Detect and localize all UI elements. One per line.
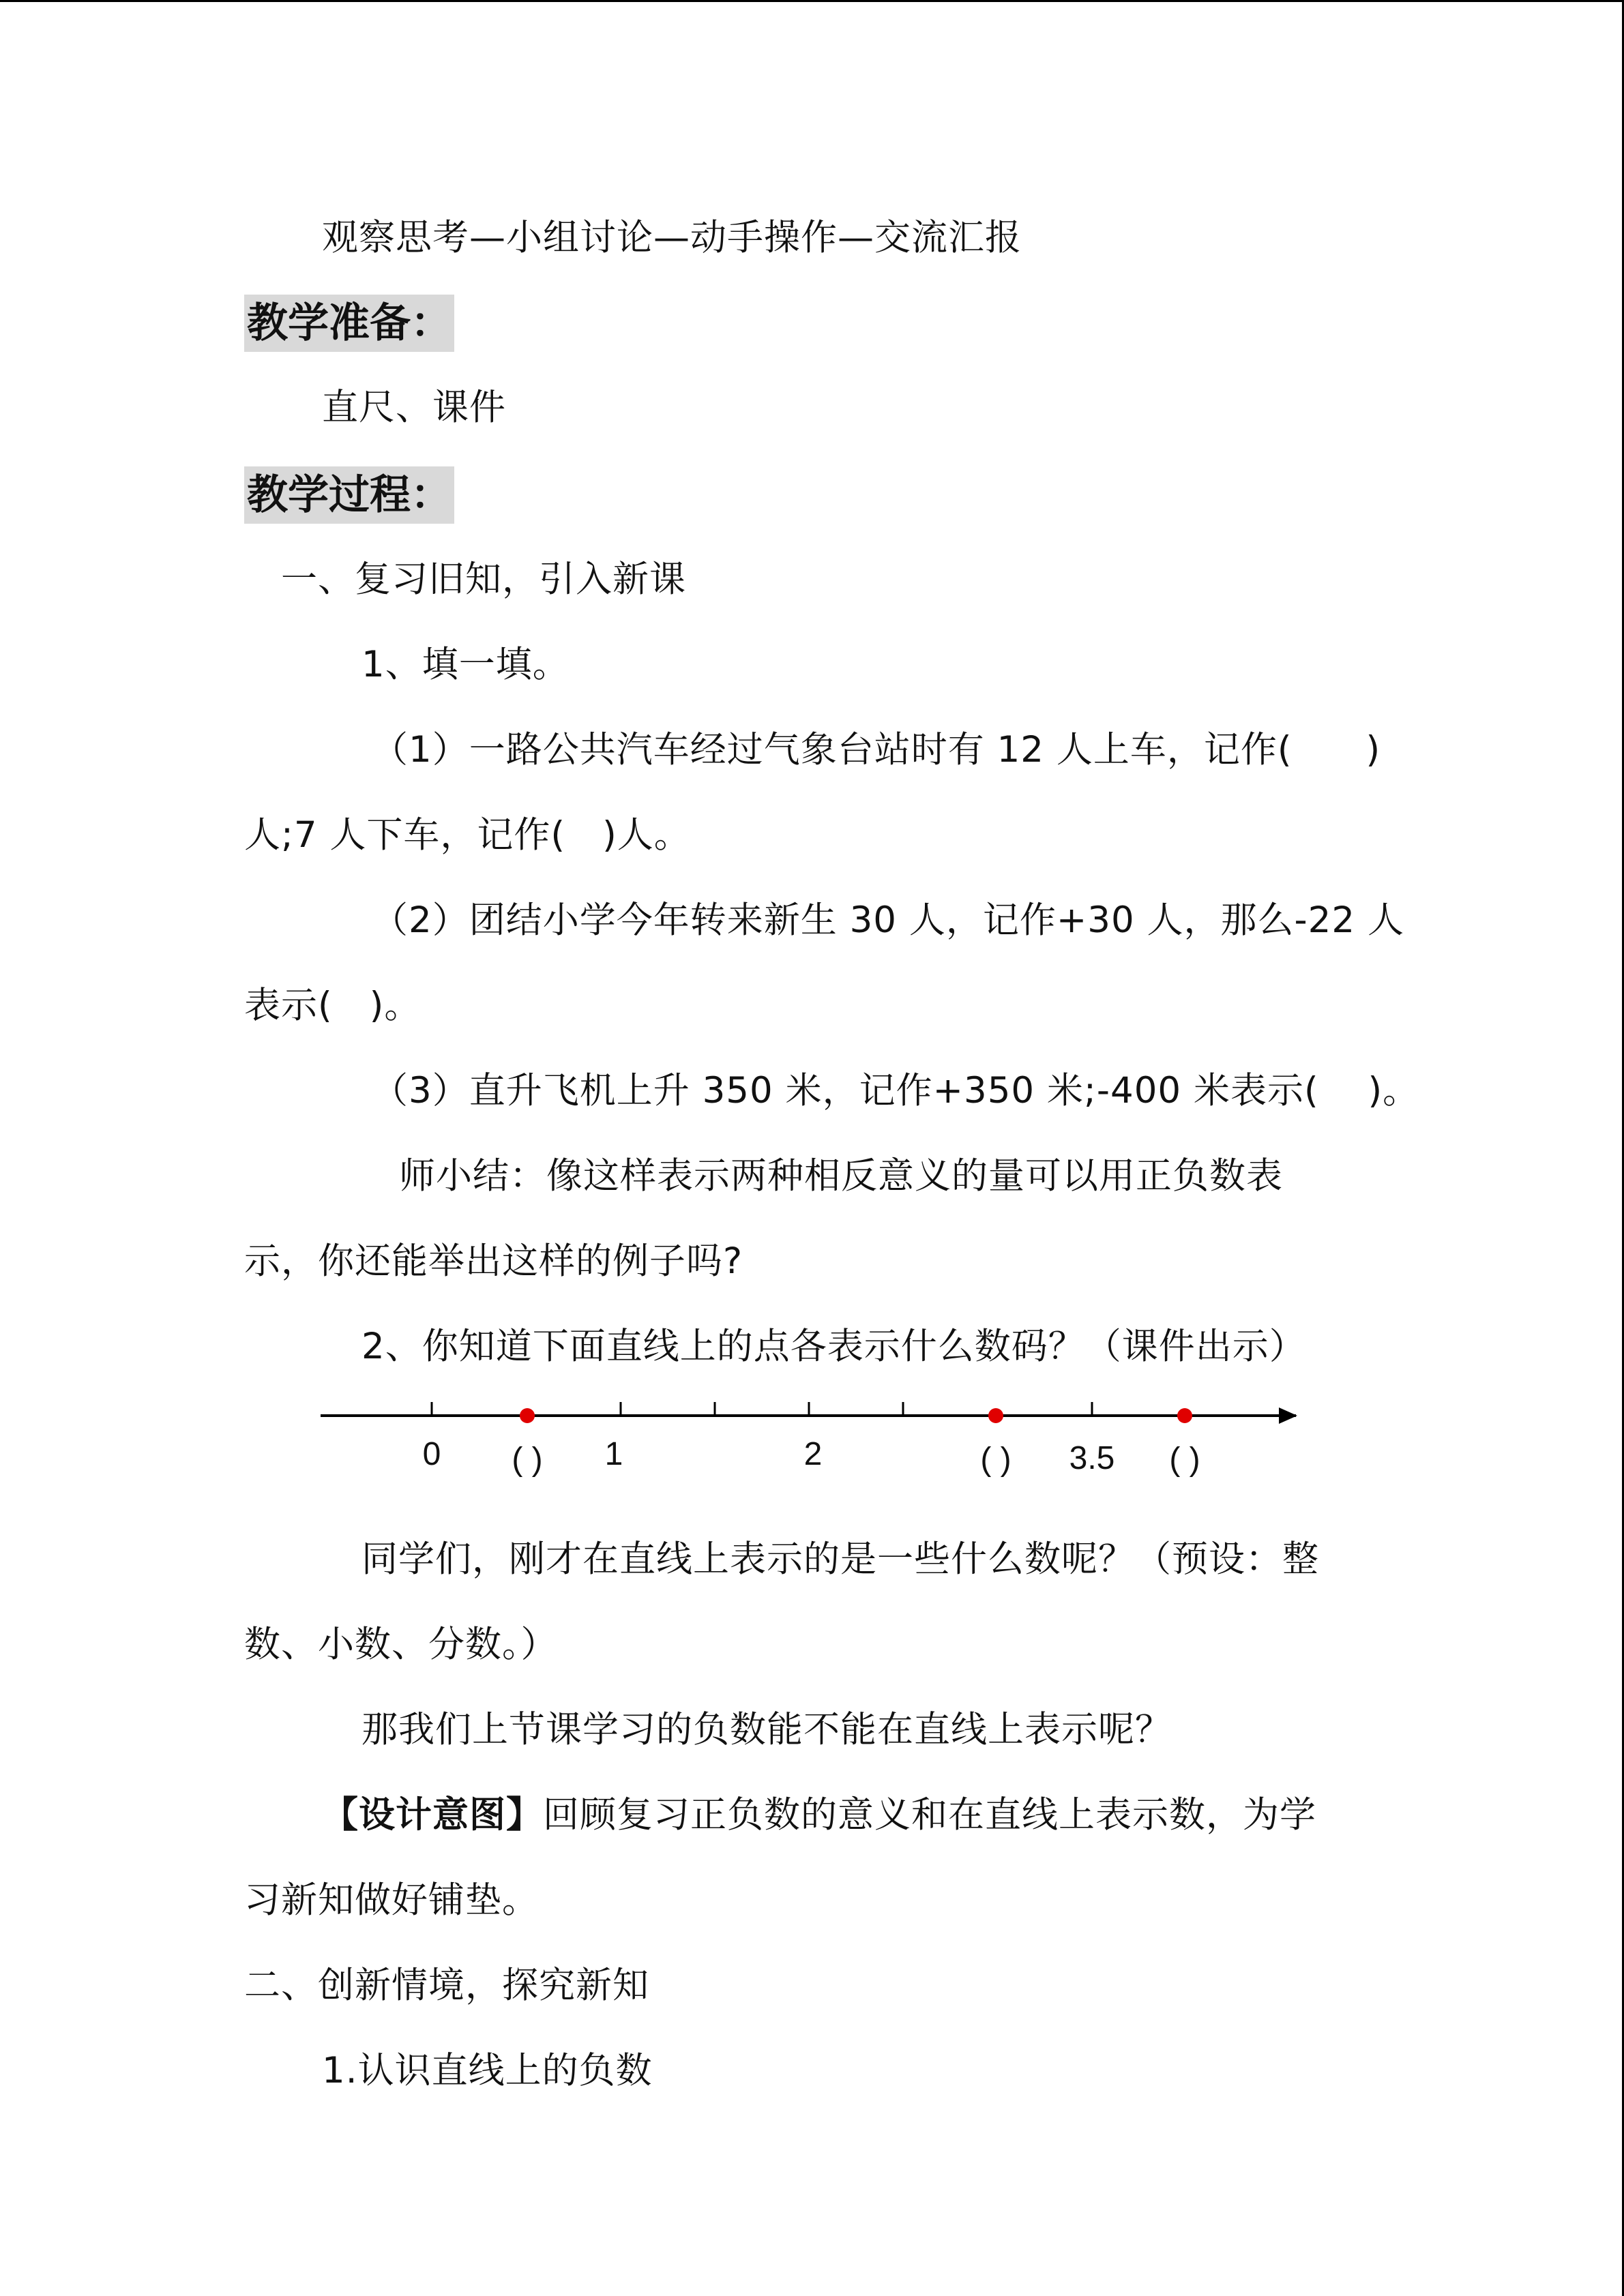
label-0: 0 xyxy=(422,1436,441,1472)
point-a xyxy=(520,1408,535,1423)
prep-heading: 教学准备： xyxy=(244,295,454,352)
teacher-summary-b: 示，你还能举出这样的例子吗? xyxy=(244,1240,743,1282)
point-b xyxy=(988,1408,1003,1423)
teacher-summary-a: 师小结：像这样表示两种相反意义的量可以用正负数表 xyxy=(399,1155,1283,1197)
design-intent-text: 回顾复习正负数的意义和在直线上表示数，为学 xyxy=(543,1794,1316,1836)
ask-a: 同学们，刚才在直线上表示的是一些什么数呢？（预设：整 xyxy=(361,1538,1319,1580)
prep-items-line: 直尺、课件 xyxy=(322,387,506,428)
teaching-method-line: 观察思考—小组讨论—动手操作—交流汇报 xyxy=(322,217,1022,258)
label-2: 2 xyxy=(803,1436,823,1472)
point-c xyxy=(1177,1408,1192,1423)
label-3-5: 3.5 xyxy=(1069,1440,1115,1476)
question1-item3: （3）直升飞机上升 350 米，记作+350 米;-400 米表示( )。 xyxy=(372,1070,1420,1112)
process-heading: 教学过程： xyxy=(244,466,454,524)
design-intent-label: 【设计意图】 xyxy=(322,1794,543,1836)
label-1: 1 xyxy=(604,1436,623,1472)
page-top-border xyxy=(0,0,1624,2)
number-line-figure xyxy=(321,1384,1316,1493)
subsection1-title: 1.认识直线上的负数 xyxy=(322,2050,653,2091)
question1-item2-b: 表示( )。 xyxy=(244,985,422,1026)
question1-title: 1、填一填。 xyxy=(361,644,570,685)
label-blank-c: ( ) xyxy=(1169,1442,1200,1478)
label-blank-b: ( ) xyxy=(980,1442,1012,1478)
ask-b: 数、小数、分数。） xyxy=(244,1624,558,1665)
section2-title: 二、创新情境，探究新知 xyxy=(244,1965,649,2006)
question2-title: 2、你知道下面直线上的点各表示什么数码？（课件出示） xyxy=(361,1326,1306,1367)
question1-item1-b: 人;7 人下车，记作( )人。 xyxy=(244,814,691,856)
number-line-arrow xyxy=(1279,1407,1297,1424)
section1-title: 一、复习旧知，引入新课 xyxy=(281,558,686,600)
design-intent-b: 习新知做好铺垫。 xyxy=(244,1879,539,1921)
question1-item1-a: （1）一路公共汽车经过气象台站时有 12 人上车，记作( ) xyxy=(372,729,1381,771)
question1-item2-a: （2）团结小学今年转来新生 30 人，记作+30 人，那么-22 人 xyxy=(372,899,1404,941)
ask2: 那我们上节课学习的负数能不能在直线上表示呢？ xyxy=(361,1709,1172,1750)
design-intent-line xyxy=(322,1791,1316,1839)
label-blank-a: ( ) xyxy=(512,1442,543,1478)
